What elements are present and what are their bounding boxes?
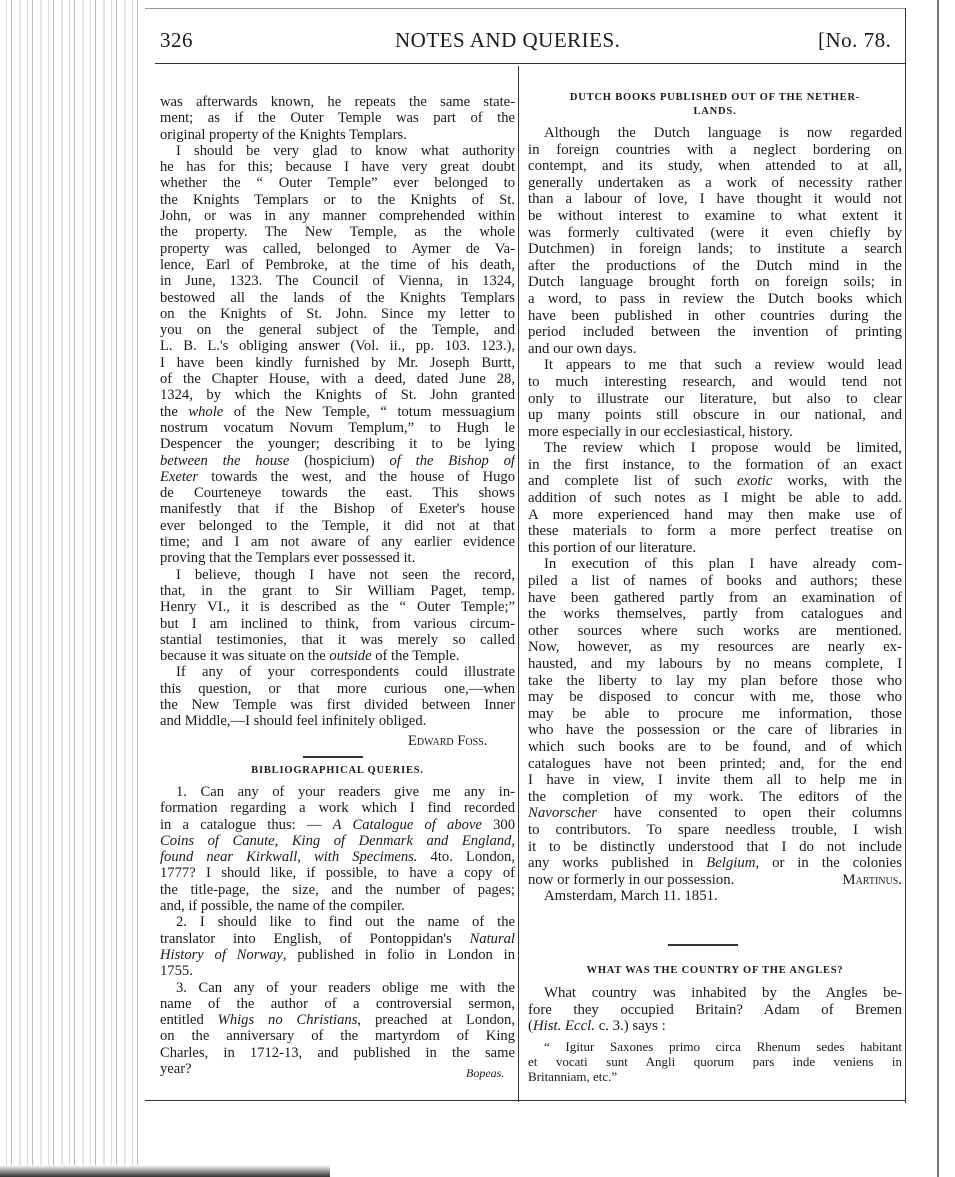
text-line bbox=[160, 257, 515, 273]
signature-bopeas: Bopeas. bbox=[466, 1066, 505, 1080]
text-segment: Despencer the younger; describing it to be lying bbox=[160, 436, 515, 453]
text-segment: “ Igitur Saxones primo circa Rhenum sedes habitant bbox=[544, 1039, 902, 1054]
text-segment: and our own days. bbox=[528, 340, 637, 357]
text-line bbox=[160, 501, 515, 517]
text-segment: was afterwards known, he repeats the same state- bbox=[160, 94, 515, 110]
text-segment: 300 bbox=[481, 816, 515, 833]
text-line bbox=[528, 125, 902, 142]
text-line bbox=[160, 175, 515, 191]
text-segment: of the Temple. bbox=[371, 648, 460, 665]
text-segment: Although the Dutch language is now regarded bbox=[544, 125, 902, 141]
text-segment: may be disposed to concur with me, those who bbox=[528, 689, 902, 706]
text-line bbox=[160, 241, 515, 257]
text-line bbox=[528, 457, 902, 474]
text-segment: What country was inhabited by the Angles be- bbox=[544, 985, 902, 1001]
text-segment: hausted, and my labours by no means complete, I bbox=[528, 656, 902, 672]
text-segment: have been published in other countries during the bbox=[528, 307, 902, 324]
text-line bbox=[160, 599, 515, 615]
text-segment: Dutchmen) in foreign lands; to institute a search bbox=[528, 241, 902, 258]
text-line bbox=[160, 355, 515, 371]
italic-text: outside bbox=[329, 648, 372, 665]
text-segment: after the productions of the Dutch mind in the bbox=[528, 257, 902, 274]
text-line bbox=[528, 789, 902, 806]
text-segment: stantial testimonies, that it was merely so called bbox=[160, 631, 515, 648]
text-segment: c. 3.) says : bbox=[595, 1018, 666, 1035]
text-line bbox=[160, 110, 515, 126]
text-line bbox=[160, 865, 515, 881]
text-line bbox=[160, 420, 515, 436]
text-line bbox=[160, 159, 515, 175]
text-line bbox=[528, 673, 902, 690]
text-segment: have been gathered partly from an examination of bbox=[528, 589, 902, 606]
text-line bbox=[160, 947, 515, 963]
text-line bbox=[160, 273, 515, 289]
text-line bbox=[528, 822, 902, 839]
text-line bbox=[528, 308, 902, 325]
text-segment: in June, 1323. The Council of Vienna, in 1324, bbox=[160, 273, 515, 290]
text-segment: in the first instance, to the formation of an exact bbox=[528, 456, 902, 473]
text-line bbox=[160, 648, 515, 664]
text-line bbox=[528, 324, 902, 341]
italic-text: Belgium bbox=[706, 855, 756, 872]
text-line bbox=[160, 963, 515, 979]
text-line bbox=[160, 817, 515, 833]
italic-text: Coins of Canute, King of Denmark and England, bbox=[160, 832, 515, 849]
text-line bbox=[528, 424, 902, 441]
right-border bbox=[905, 8, 906, 1103]
text-line bbox=[528, 341, 902, 358]
text-segment: ( bbox=[528, 1018, 533, 1035]
text-segment: because it was situate on the bbox=[160, 648, 330, 665]
text-line bbox=[528, 639, 902, 656]
text-line bbox=[160, 322, 515, 338]
text-segment: 3. Can any of your readers oblige me with the bbox=[176, 979, 515, 996]
text-line bbox=[160, 290, 515, 306]
text-segment: and Middle,—I should feel infinitely obliged. bbox=[160, 713, 427, 730]
text-segment: piled a list of names of books and authors; these bbox=[528, 573, 902, 590]
text-segment: 1755. bbox=[160, 963, 193, 980]
text-line bbox=[160, 387, 515, 403]
text-line bbox=[528, 756, 902, 773]
text-segment: catalogues have not been printed; and, for the end bbox=[528, 755, 902, 772]
text-segment: et vocati sunt Angli quorum pars inde veniens in bbox=[528, 1054, 902, 1069]
text-segment: bestowed all the lands of the Knights Templars bbox=[160, 289, 515, 306]
text-line bbox=[528, 225, 902, 242]
text-line bbox=[528, 1054, 902, 1069]
text-segment: addition of such notes as I might be able to add. bbox=[528, 490, 902, 507]
text-segment: of the New Temple, “ totum messuagium bbox=[223, 403, 515, 420]
scan-edge bbox=[937, 0, 939, 1177]
text-segment: contempt, and its study, when attended to at all, bbox=[528, 158, 902, 175]
text-line bbox=[528, 888, 902, 905]
text-segment: Now, however, as my resources are nearly ex- bbox=[528, 639, 902, 656]
text-line bbox=[160, 567, 515, 583]
text-line bbox=[160, 681, 515, 697]
text-segment: In execution of this plan I have already com- bbox=[544, 556, 902, 573]
text-segment: Britanniam, etc.” bbox=[528, 1069, 618, 1084]
text-line bbox=[528, 407, 902, 424]
text-line bbox=[528, 523, 902, 540]
italic-text: between the house bbox=[160, 452, 290, 469]
text-line bbox=[160, 833, 515, 849]
text-segment: of the Chapter House, with a deed, dated June 28, bbox=[160, 371, 515, 388]
text-segment: I believe, though I have not seen the record, bbox=[176, 566, 515, 583]
text-line bbox=[160, 143, 515, 159]
text-segment: up many points still obscure in our national, and bbox=[528, 407, 902, 424]
text-segment: , published in folio in London in bbox=[282, 946, 515, 963]
text-segment: It appears to me that such a review would lead bbox=[544, 357, 902, 374]
text-segment: the Knights Templars or to the Knights of St. bbox=[160, 191, 515, 208]
text-line bbox=[528, 1039, 902, 1054]
scan-binding-edge bbox=[0, 0, 142, 1177]
text-line bbox=[160, 1061, 515, 1077]
heading-dutch-books-2: LANDS. bbox=[693, 106, 737, 117]
text-segment: may be able to procure me information, those bbox=[528, 705, 902, 722]
text-segment: the works themselves, partly from catalogues and bbox=[528, 606, 902, 623]
article-outer-temple bbox=[160, 94, 515, 730]
text-segment: John, or was in any manner comprehended within bbox=[160, 208, 515, 225]
text-segment: name of the author of a controversial sermon, bbox=[160, 995, 515, 1012]
italic-text: found near Kirkwall, with Specimens. bbox=[160, 849, 418, 866]
text-segment: L. B. L.'s obliging answer (Vol. ii., pp. 103. 123.), bbox=[160, 338, 515, 355]
text-line bbox=[528, 175, 902, 192]
italic-text: exotic bbox=[736, 473, 773, 490]
heading-dutch-books-1: DUTCH BOOKS PUBLISHED OUT OF THE NETHER- bbox=[569, 92, 861, 103]
text-segment: who have the possession or the care of libraries in bbox=[528, 722, 902, 739]
text-segment: and, if possible, the name of the compiler. bbox=[160, 898, 405, 915]
text-line bbox=[528, 191, 902, 208]
text-segment: only to illustrate our literature, but also to clear bbox=[528, 390, 902, 407]
text-line bbox=[160, 697, 515, 713]
text-segment: 1. Can any of your readers give me any in- bbox=[176, 784, 515, 800]
italic-text: History of Norway bbox=[160, 946, 283, 963]
text-segment: this portion of our literature. bbox=[528, 539, 697, 556]
text-segment: works, with the bbox=[772, 473, 902, 490]
text-segment: , preached at London, bbox=[357, 1012, 515, 1029]
text-line bbox=[160, 534, 515, 550]
text-line bbox=[528, 507, 902, 524]
text-line bbox=[528, 706, 902, 723]
text-line bbox=[160, 224, 515, 240]
text-line bbox=[160, 94, 515, 110]
text-segment: If any of your correspondents could illustrate bbox=[176, 664, 515, 681]
text-line bbox=[528, 258, 902, 275]
text-segment: to contributors. To spare needless trouble, I wish bbox=[528, 821, 902, 838]
text-line bbox=[528, 473, 902, 490]
text-segment: this question, or that more curious one,—when bbox=[160, 680, 515, 697]
text-segment: de Courteneye towards the east. This shows bbox=[160, 485, 515, 502]
text-line bbox=[528, 208, 902, 225]
text-segment: proving that the Templars ever possessed it. bbox=[160, 550, 416, 567]
text-segment: which such books are to be found, and of which bbox=[528, 738, 902, 755]
text-segment: in a catalogue thus: — bbox=[160, 816, 333, 833]
text-segment: time; and I am not aware of any earlier evidence bbox=[160, 534, 515, 551]
text-line bbox=[160, 583, 515, 599]
text-segment: you on the general subject of the Temple, and bbox=[160, 322, 515, 339]
text-line bbox=[160, 996, 515, 1012]
text-segment: original property of the Knights Templars. bbox=[160, 126, 407, 143]
italic-text: Hist. Eccl. bbox=[532, 1018, 595, 1035]
text-line bbox=[160, 550, 515, 566]
text-segment: property was called, belonged to Aymer de Va- bbox=[160, 240, 515, 257]
text-segment: have consented to open their columns bbox=[597, 805, 902, 822]
text-line bbox=[160, 208, 515, 224]
text-segment: other sources where such works are mentioned. bbox=[528, 622, 902, 639]
text-segment: these materials to form a more perfect treatise on bbox=[528, 523, 902, 540]
text-line bbox=[160, 898, 515, 914]
text-segment: I have been kindly furnished by Mr. Joseph Burtt, bbox=[160, 354, 515, 371]
text-line bbox=[160, 453, 515, 469]
text-segment: entitled bbox=[160, 1012, 218, 1029]
text-line bbox=[528, 274, 902, 291]
top-border bbox=[145, 8, 905, 9]
text-line bbox=[528, 158, 902, 175]
text-segment: in foreign countries with a neglect bordering on bbox=[528, 141, 902, 158]
text-line bbox=[528, 1069, 902, 1084]
text-segment: year? bbox=[160, 1061, 192, 1078]
article-country-of-angles bbox=[528, 985, 902, 1035]
text-line bbox=[160, 980, 515, 996]
text-segment: Henry VI., it is described as the “ Outer Temple;” bbox=[160, 599, 515, 616]
text-segment: translator into English, of Pontoppidan's bbox=[160, 930, 470, 947]
text-line bbox=[528, 772, 902, 789]
text-line bbox=[528, 540, 902, 557]
text-segment: on the anniversary of the martyrdom of King bbox=[160, 1028, 515, 1045]
text-line bbox=[160, 664, 515, 680]
text-segment: the bbox=[160, 403, 189, 420]
text-line bbox=[528, 739, 902, 756]
text-line bbox=[160, 469, 515, 485]
text-line bbox=[160, 931, 515, 947]
text-segment: it to be distinctly understood that I do not include bbox=[528, 838, 902, 855]
text-segment: a word, to pass in review the Dutch books which bbox=[528, 290, 902, 307]
signature-edward-foss: Edward Foss. bbox=[408, 733, 488, 749]
section-rule bbox=[668, 944, 738, 946]
text-line bbox=[528, 606, 902, 623]
text-segment: , or in the colonies bbox=[755, 855, 902, 872]
text-segment: the property. The New Temple, as the whole bbox=[160, 224, 515, 241]
italic-text: whole bbox=[188, 403, 224, 420]
text-line bbox=[160, 485, 515, 501]
text-line bbox=[528, 839, 902, 856]
text-line bbox=[528, 374, 902, 391]
text-line bbox=[528, 1018, 902, 1035]
text-line bbox=[160, 1045, 515, 1061]
text-segment: now or formerly in our possession. bbox=[528, 871, 735, 888]
latin-quote bbox=[528, 1039, 902, 1084]
text-line bbox=[528, 689, 902, 706]
text-line bbox=[160, 404, 515, 420]
text-line bbox=[160, 882, 515, 898]
text-line bbox=[528, 556, 902, 573]
article-dutch-books bbox=[528, 125, 902, 905]
italic-text: Natural bbox=[469, 930, 515, 947]
text-line bbox=[528, 855, 902, 872]
text-segment: nostrum vocatum Novum Templum,” to Hugh le bbox=[160, 419, 515, 436]
text-segment: ment; as if the Outer Temple was part of the bbox=[160, 110, 515, 127]
text-line bbox=[160, 1028, 515, 1044]
text-segment: Amsterdam, March 11. 1851. bbox=[544, 888, 718, 905]
page-title: NOTES AND QUERIES. bbox=[395, 28, 621, 52]
text-line bbox=[160, 192, 515, 208]
text-line bbox=[528, 722, 902, 739]
text-segment: fore they occupied Britain? Adam of Bremen bbox=[528, 1001, 902, 1018]
text-segment: ever belonged to the Temple, it did not at that bbox=[160, 517, 515, 534]
text-segment: 4to. London, bbox=[417, 849, 515, 866]
text-line bbox=[160, 784, 515, 800]
italic-text: of the Bishop of bbox=[389, 452, 515, 469]
text-segment: towards the west, and the house of Hugo bbox=[198, 468, 515, 485]
page-number: 326 bbox=[160, 28, 193, 52]
text-line bbox=[528, 1002, 902, 1019]
heading-country-of-angles: WHAT WAS THE COUNTRY OF THE ANGLES? bbox=[586, 965, 844, 976]
text-segment: more especially in our ecclesiastical, history. bbox=[528, 423, 793, 440]
text-segment: and complete list of such bbox=[528, 473, 737, 490]
text-line bbox=[160, 616, 515, 632]
text-line bbox=[160, 849, 515, 865]
text-segment: I should be very glad to know what authority bbox=[176, 142, 515, 159]
text-line bbox=[528, 623, 902, 640]
text-segment: the title-page, the size, and the number of pages; bbox=[160, 881, 515, 898]
text-line bbox=[528, 490, 902, 507]
text-segment: the completion of my work. The editors of the bbox=[528, 788, 902, 805]
text-segment: any works published in bbox=[528, 855, 707, 872]
bottom-rule bbox=[145, 1100, 905, 1101]
text-line bbox=[160, 338, 515, 354]
text-line bbox=[160, 127, 515, 143]
text-segment: period included between the invention of printing bbox=[528, 324, 902, 341]
header-rule bbox=[155, 63, 905, 64]
text-segment: take the liberty to lay my plan before those who bbox=[528, 672, 902, 689]
text-line bbox=[160, 1012, 515, 1028]
text-segment: The review which I propose would be limited, bbox=[544, 440, 902, 457]
text-segment: generally undertaken as a work of necessity rather bbox=[528, 174, 902, 191]
text-segment: that, in the grant to Sir William Paget, temp. bbox=[160, 582, 515, 599]
signature: Martinus. bbox=[842, 871, 902, 888]
italic-text: A Catalogue of above bbox=[332, 816, 482, 833]
text-segment: be without interest to examine to what extent it bbox=[528, 207, 902, 224]
text-line bbox=[528, 985, 902, 1002]
text-segment: 1777? I should like, if possible, to have a copy of bbox=[160, 865, 515, 882]
italic-text: Exeter bbox=[160, 468, 199, 485]
text-segment: formation regarding a work which I find recorded bbox=[160, 800, 515, 817]
text-segment: A more experienced hand may then make use of bbox=[528, 506, 902, 523]
text-line bbox=[528, 573, 902, 590]
text-segment: I have in view, I invite them all to help me in bbox=[528, 772, 902, 789]
text-line bbox=[160, 713, 515, 729]
text-segment: on the Knights of St. John. Since my letter to bbox=[160, 305, 515, 322]
text-line bbox=[528, 656, 902, 673]
text-line bbox=[160, 632, 515, 648]
heading-bibliographical-queries: BIBLIOGRAPHICAL QUERIES. bbox=[251, 765, 424, 776]
text-segment: 2. I should like to find out the name of the bbox=[176, 914, 515, 931]
text-segment: he has for this; because I have very great doubt bbox=[160, 159, 515, 176]
text-segment: was formerly cultivated (were it even chiefly by bbox=[528, 224, 902, 241]
text-line bbox=[528, 872, 902, 889]
text-segment: 1324, by which the Knights of St. John granted bbox=[160, 387, 515, 404]
text-segment: Dutch language brought forth on foreign soils; in bbox=[528, 274, 902, 291]
section-rule bbox=[303, 756, 363, 758]
text-segment: Charles, in 1712-13, and published in the same bbox=[160, 1044, 515, 1061]
text-segment: but I am inclined to think, from various circum- bbox=[160, 615, 515, 632]
column-divider bbox=[518, 66, 519, 1102]
article-bibliographical-queries bbox=[160, 784, 515, 1077]
italic-text: Navorscher bbox=[528, 805, 598, 822]
text-line bbox=[528, 805, 902, 822]
text-segment: than a labour of love, I have thought it would not bbox=[528, 191, 902, 208]
text-segment: whether the “ Outer Temple” ever belonged to bbox=[160, 175, 515, 192]
text-segment: lence, Earl of Pembroke, at the time of his death, bbox=[160, 256, 515, 273]
italic-text: Whigs no Christians bbox=[217, 1012, 358, 1029]
text-line bbox=[160, 306, 515, 322]
text-line bbox=[528, 391, 902, 408]
text-segment: (hospicium) bbox=[289, 452, 390, 469]
text-line bbox=[528, 291, 902, 308]
text-line bbox=[160, 518, 515, 534]
text-line bbox=[160, 371, 515, 387]
text-line bbox=[160, 436, 515, 452]
text-segment: manifestly that if the Bishop of Exeter's house bbox=[160, 501, 515, 518]
text-segment: to much interesting research, and would tend not bbox=[528, 373, 902, 390]
text-line bbox=[528, 142, 902, 159]
text-line bbox=[160, 914, 515, 930]
text-line bbox=[160, 800, 515, 816]
issue-number: [No. 78. bbox=[818, 28, 892, 52]
text-line bbox=[528, 241, 902, 258]
text-line bbox=[528, 590, 902, 607]
text-segment: the New Temple was first divided between Inner bbox=[160, 696, 515, 713]
text-line bbox=[528, 357, 902, 374]
text-line bbox=[528, 440, 902, 457]
